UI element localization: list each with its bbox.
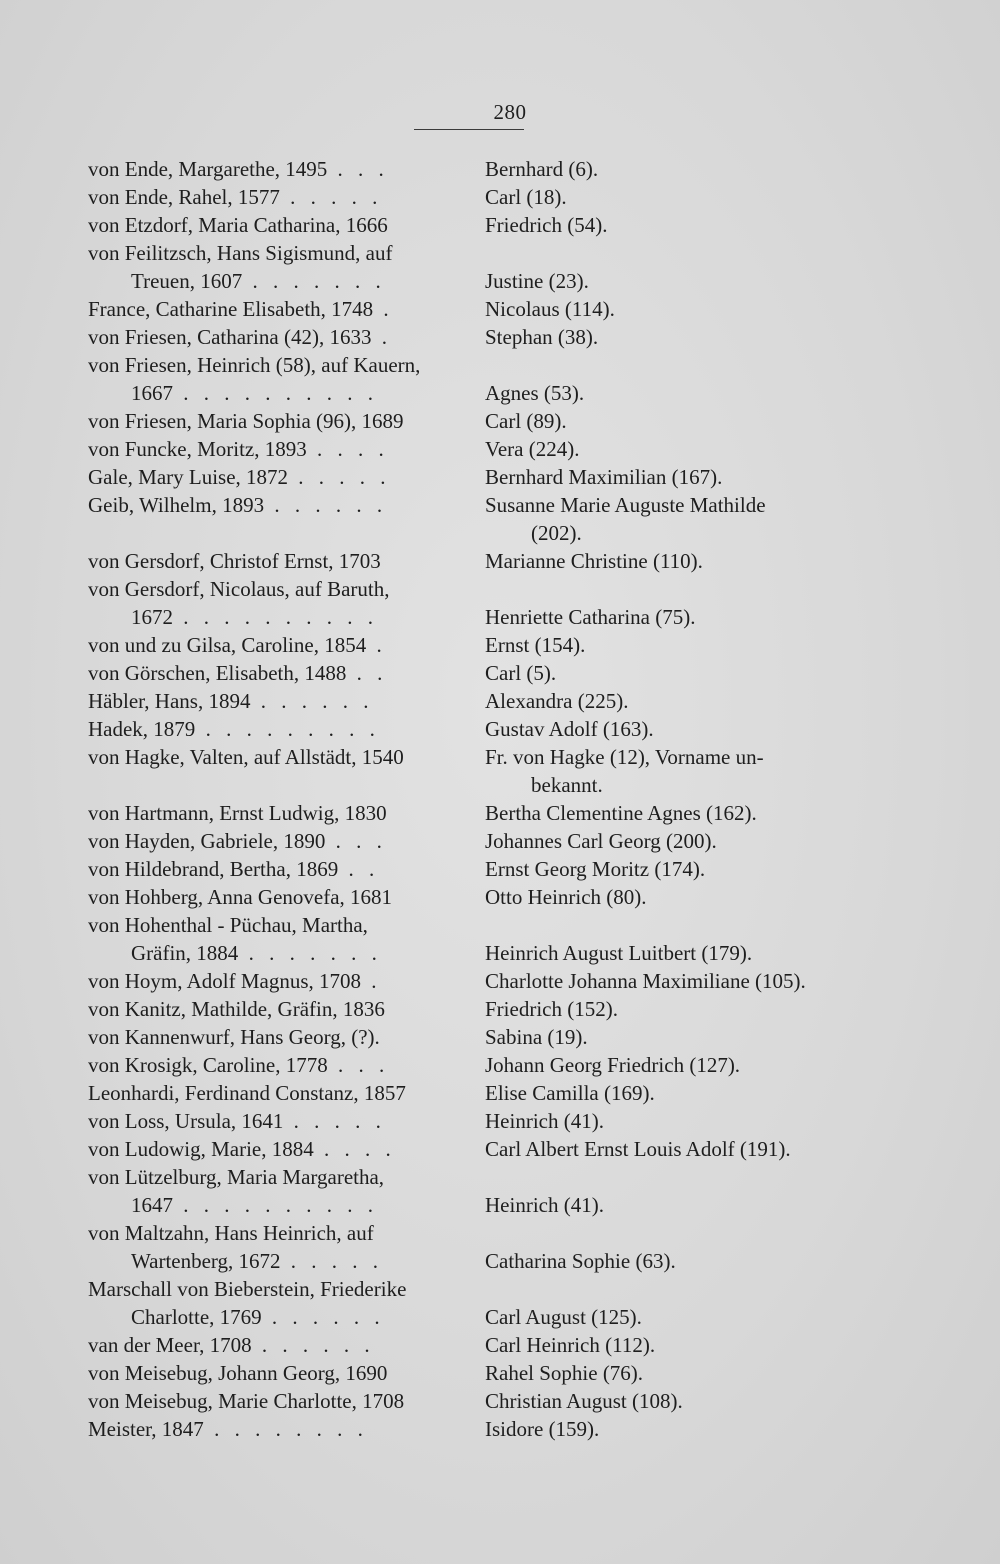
entry-reference: Carl (89).: [485, 409, 567, 433]
entry-name: [88, 1135, 459, 1163]
entry-name: [131, 379, 459, 407]
entry-name-text: von Meisebug, Marie Charlotte, 1708: [88, 1389, 405, 1413]
entry-name-text: von Hagke, Valten, auf Allstädt, 1540: [88, 745, 404, 769]
entry-name-text: Marschall von Bieberstein, Friederike: [88, 1277, 407, 1301]
dot-leader: . . . . .: [280, 1249, 384, 1273]
entry-name-text: Gale, Mary Luise, 1872: [88, 465, 289, 489]
entry-name-text: 1647: [131, 1193, 173, 1217]
entry-reference: Bernhard (6).: [485, 157, 599, 181]
entry-name-text: Wartenberg, 1672: [131, 1249, 281, 1273]
entry-name-text: von Ende, Margarethe, 1495: [88, 157, 328, 181]
entry-name: [88, 1023, 459, 1051]
entry-name-text: von Gersdorf, Nicolaus, auf Baruth,: [88, 577, 390, 601]
entry-name: [88, 799, 459, 827]
entry-reference: Ernst Georg Moritz (174).: [485, 857, 706, 881]
dot-leader: .: [366, 633, 387, 657]
entry-name-text: Charlotte, 1769: [131, 1305, 262, 1329]
dot-leader: . . . . . .: [261, 1305, 385, 1329]
entry-name: [131, 939, 459, 967]
dot-leader: . . .: [325, 829, 387, 853]
entry-name: [88, 575, 459, 603]
dot-leader: . . .: [327, 1053, 390, 1077]
entry-name-text: van der Meer, 1708: [88, 1333, 252, 1357]
entry-name-text: Häbler, Hans, 1894: [88, 689, 251, 713]
entry-reference: Marianne Christine (110).: [485, 549, 703, 573]
entry-reference: (202).: [531, 521, 582, 545]
entry-name: [131, 603, 459, 631]
entry-reference: Sabina (19).: [485, 1025, 588, 1049]
dot-leader: . . . . . . .: [242, 269, 386, 293]
dot-leader: . . . . . . . . . .: [173, 605, 378, 629]
dot-leader: . . . .: [313, 1137, 396, 1161]
entry-name-text: von Etzdorf, Maria Catharina, 1666: [88, 213, 388, 237]
entry-name: [88, 239, 459, 267]
entry-reference: Nicolaus (114).: [485, 297, 615, 321]
entry-name: [88, 491, 459, 519]
entry-name-text: von Hohenthal - Püchau, Martha,: [88, 913, 368, 937]
entry-name-text: France, Catharine Elisabeth, 1748: [88, 297, 374, 321]
entry-name: [88, 631, 459, 659]
entry-name: [88, 1079, 459, 1107]
dot-leader: . .: [338, 857, 380, 881]
entry-reference: Charlotte Johanna Maximiliane (105).: [485, 969, 806, 993]
entry-reference: Heinrich August Luitbert (179).: [485, 941, 753, 965]
entry-reference: Heinrich (41).: [485, 1193, 604, 1217]
entry-name: [88, 407, 459, 435]
entry-reference: Johann Georg Friedrich (127).: [485, 1053, 741, 1077]
entry-name-text: von Feilitzsch, Hans Sigismund, auf: [88, 241, 393, 265]
entry-name: [131, 1247, 459, 1275]
entry-name-text: von Ludowig, Marie, 1884: [88, 1137, 314, 1161]
entry-name-text: von Hayden, Gabriele, 1890: [88, 829, 326, 853]
entry-reference: Otto Heinrich (80).: [485, 885, 647, 909]
entry-reference: Elise Camilla (169).: [485, 1081, 655, 1105]
entry-name-text: von Krosigk, Caroline, 1778: [88, 1053, 328, 1077]
entry-name-text: von Friesen, Catharina (42), 1633: [88, 325, 372, 349]
entry-reference: Vera (224).: [485, 437, 580, 461]
entry-name-text: von Kanitz, Mathilde, Gräfin, 1836: [88, 997, 385, 1021]
entry-name-text: von und zu Gilsa, Caroline, 1854: [88, 633, 367, 657]
entry-name: [88, 1275, 459, 1303]
entry-reference: Justine (23).: [485, 269, 589, 293]
entry-name-text: von Hildebrand, Bertha, 1869: [88, 857, 339, 881]
entry-name-text: von Maltzahn, Hans Heinrich, auf: [88, 1221, 374, 1245]
entry-name-text: 1667: [131, 381, 173, 405]
dot-leader: .: [373, 297, 394, 321]
entry-name: [88, 1219, 459, 1247]
entry-name: [88, 1107, 459, 1135]
entry-name: [88, 827, 459, 855]
entry-name: [88, 155, 459, 183]
entry-name: [88, 911, 459, 939]
entry-name-text: 1672: [131, 605, 173, 629]
entry-name: [88, 659, 459, 687]
entry-reference: Fr. von Hagke (12), Vorname un-: [485, 745, 764, 769]
dot-leader: . .: [346, 661, 388, 685]
entry-name: [88, 855, 459, 883]
dot-leader: . . . . . .: [250, 689, 374, 713]
entry-name-text: Meister, 1847: [88, 1417, 204, 1441]
entry-name: [88, 1415, 459, 1443]
entry-name: [88, 1331, 459, 1359]
entry-reference: Henriette Catharina (75).: [485, 605, 696, 629]
dot-leader: . . . . .: [279, 185, 383, 209]
dot-leader: . . . . . . . . . .: [173, 1193, 378, 1217]
entry-reference: Isidore (159).: [485, 1417, 600, 1441]
entry-reference: bekannt.: [531, 773, 603, 797]
entry-name: [88, 435, 459, 463]
dot-leader: . . . . . .: [251, 1333, 375, 1357]
entry-reference: Carl Albert Ernst Louis Adolf (191).: [485, 1137, 791, 1161]
dot-leader: . . . . .: [283, 1109, 386, 1133]
entry-reference: Johannes Carl Georg (200).: [485, 829, 717, 853]
entry-name-text: von Funcke, Moritz, 1893: [88, 437, 307, 461]
entry-name-text: von Friesen, Maria Sophia (96), 1689: [88, 409, 404, 433]
entry-reference: Catharina Sophie (63).: [485, 1249, 676, 1273]
entry-name: [131, 1191, 459, 1219]
entry-name: [88, 687, 459, 715]
entry-name: [88, 323, 459, 351]
entry-name-text: von Hartmann, Ernst Ludwig, 1830: [88, 801, 387, 825]
entry-name: [131, 1303, 459, 1331]
entry-name: [88, 547, 459, 575]
entry-reference: Bertha Clementine Agnes (162).: [485, 801, 757, 825]
entry-name: [88, 883, 459, 911]
dot-leader: . . . . . . . . .: [195, 717, 380, 741]
entry-reference: Gustav Adolf (163).: [485, 717, 654, 741]
entry-name: [88, 295, 459, 323]
entry-name-text: von Meisebug, Johann Georg, 1690: [88, 1361, 388, 1385]
page-number: 280: [493, 100, 527, 124]
entry-name: [88, 1051, 459, 1079]
entry-reference: Carl (18).: [485, 185, 567, 209]
dot-leader: . . . . . . .: [238, 941, 382, 965]
entry-reference: Bernhard Maximilian (167).: [485, 465, 723, 489]
entry-reference: Agnes (53).: [485, 381, 585, 405]
entry-name-text: Leonhardi, Ferdinand Constanz, 1857: [88, 1081, 406, 1105]
entry-name-text: von Friesen, Heinrich (58), auf Kauern,: [88, 353, 421, 377]
dot-leader: . . . .: [306, 437, 389, 461]
entry-reference: Alexandra (225).: [485, 689, 629, 713]
entry-reference: Carl August (125).: [485, 1305, 642, 1329]
entry-reference: Ernst (154).: [485, 633, 586, 657]
entry-name-text: von Loss, Ursula, 1641: [88, 1109, 284, 1133]
entry-name: [88, 1387, 459, 1415]
entry-reference: Carl Heinrich (112).: [485, 1333, 656, 1357]
dot-leader: . . . . .: [288, 465, 391, 489]
entry-name: [88, 715, 459, 743]
entry-name-text: Hadek, 1879: [88, 717, 196, 741]
entry-name: [88, 1359, 459, 1387]
entry-reference: Rahel Sophie (76).: [485, 1361, 644, 1385]
entry-reference: Friedrich (152).: [485, 997, 618, 1021]
entry-name-text: von Hohberg, Anna Genovefa, 1681: [88, 885, 393, 909]
entry-name-text: von Ende, Rahel, 1577: [88, 185, 280, 209]
entry-reference: Friedrich (54).: [485, 213, 608, 237]
entry-name: [88, 1163, 459, 1191]
entry-name: [88, 183, 459, 211]
entry-name: [88, 211, 459, 239]
entry-reference: Heinrich (41).: [485, 1109, 604, 1133]
entry-name: [88, 351, 459, 379]
entry-name-text: Geib, Wilhelm, 1893: [88, 493, 265, 517]
dot-leader: .: [361, 969, 382, 993]
entry-name: [88, 463, 459, 491]
dot-leader: .: [371, 325, 392, 349]
dot-leader: . . . . . .: [264, 493, 388, 517]
entry-name-text: von Kannenwurf, Hans Georg, (?).: [88, 1025, 380, 1049]
entry-name-text: Gräfin, 1884: [131, 941, 239, 965]
entry-name: [88, 967, 459, 995]
entry-name: [131, 267, 459, 295]
entry-name-text: von Görschen, Elisabeth, 1488: [88, 661, 347, 685]
dot-leader: . . . . . . . . . .: [173, 381, 378, 405]
entry-name-text: von Hoym, Adolf Magnus, 1708: [88, 969, 361, 993]
entry-name-text: Treuen, 1607: [131, 269, 243, 293]
dot-leader: . . .: [327, 157, 389, 181]
entry-name-text: von Gersdorf, Christof Ernst, 1703: [88, 549, 381, 573]
entry-name-text: von Lützelburg, Maria Margaretha,: [88, 1165, 385, 1189]
entry-name: [88, 743, 459, 771]
dot-leader: . . . . . . . .: [203, 1417, 368, 1441]
entry-reference: Carl (5).: [485, 661, 557, 685]
entry-name: [88, 995, 459, 1023]
entry-reference: Christian August (108).: [485, 1389, 683, 1413]
entry-reference: Susanne Marie Auguste Mathilde: [485, 493, 766, 517]
entry-reference: Stephan (38).: [485, 325, 599, 349]
